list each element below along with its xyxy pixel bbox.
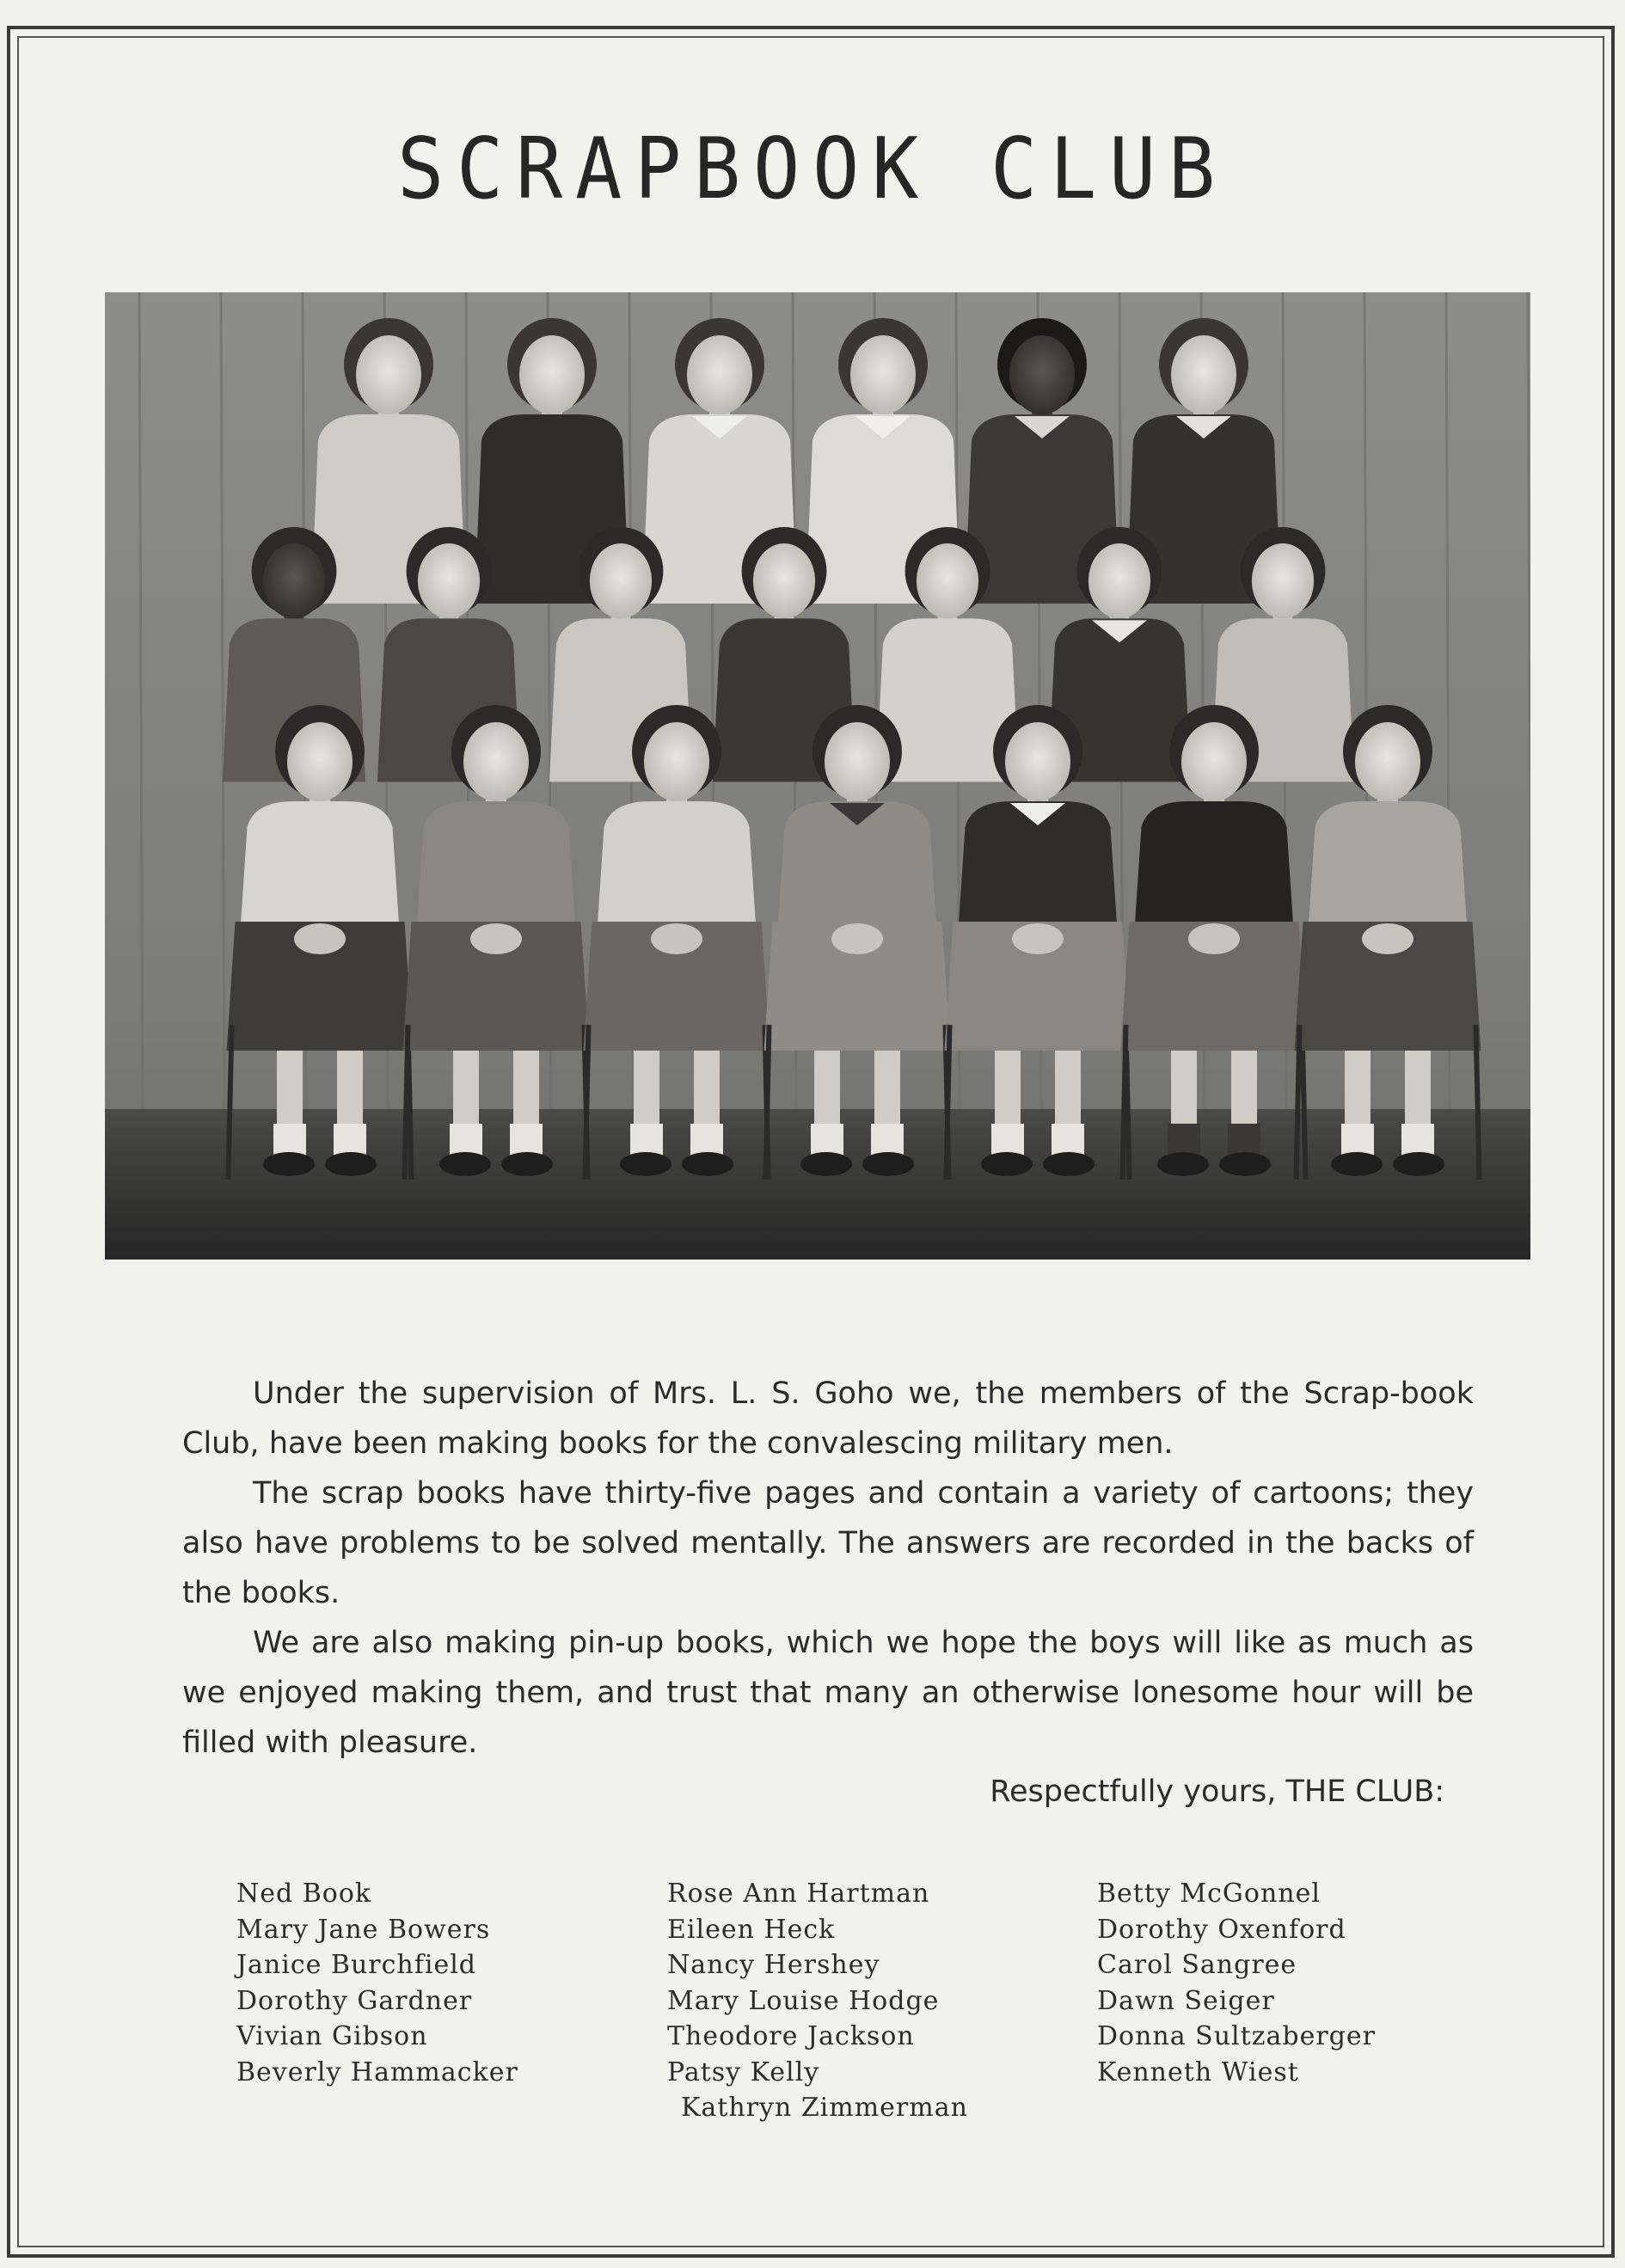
shoe [1331, 1152, 1383, 1176]
member-name: Kathryn Zimmerman [681, 2093, 968, 2123]
hands [1362, 923, 1413, 954]
member-name: Janice Burchfield [236, 1950, 477, 1980]
paragraph: We are also making pin-up books, which we hope the boys will like as much as we enjoyed making them, and trust that many an otherwise lonesome hour will be filled with pleasure. [182, 1626, 1474, 1760]
member-name: Betty McGonnel [1097, 1879, 1321, 1909]
member-name: Beverly Hammacker [236, 2057, 518, 2087]
member-name: Theodore Jackson [667, 2021, 915, 2051]
member-list-column-2 [667, 1876, 968, 2126]
face [519, 335, 585, 414]
shoe [862, 1152, 914, 1176]
paragraph: Under the supervision of Mrs. L. S. Goho we, the members of the Scrap-book Club, have been making books for the convalescing military men. [182, 1376, 1474, 1461]
member-name: Dorothy Oxenford [1097, 1914, 1346, 1945]
torso [1309, 801, 1468, 930]
face [1355, 722, 1420, 801]
member-name: Ned Book [236, 1879, 372, 1909]
face [1088, 543, 1150, 618]
face [1009, 335, 1075, 414]
hands [651, 923, 702, 954]
member-list-column-3 [1097, 1876, 1376, 2090]
member-name: Rose Ann Hartman [667, 1879, 930, 1909]
member-name: Vivian Gibson [236, 2021, 428, 2051]
member-name: Eileen Heck [667, 1914, 836, 1945]
chair-leg [947, 1025, 950, 1180]
shoe [981, 1152, 1033, 1176]
shoe [1043, 1152, 1095, 1176]
chair-leg [1123, 1025, 1126, 1180]
shoe [325, 1152, 377, 1176]
member-name: Mary Jane Bowers [236, 1914, 491, 1945]
face [1252, 543, 1314, 618]
shoe [1157, 1152, 1209, 1176]
face [356, 335, 421, 414]
torso [417, 801, 576, 930]
face [1181, 722, 1247, 801]
face [590, 543, 652, 618]
chair-leg [766, 1025, 770, 1180]
shoe [620, 1152, 671, 1176]
group-photo [105, 292, 1530, 1260]
face [463, 722, 529, 801]
face [263, 543, 325, 618]
member-name: Nancy Hershey [667, 1950, 880, 1980]
member-list-column-1 [236, 1876, 518, 2090]
hands [470, 923, 522, 954]
signoff: Respectfully yours, THE CLUB: [990, 1775, 1444, 1809]
chair-leg [405, 1025, 408, 1180]
hands [1012, 923, 1064, 954]
face [850, 335, 916, 414]
chair-leg [586, 1025, 589, 1180]
member-name: Mary Louise Hodge [667, 1985, 940, 2016]
face [917, 543, 978, 618]
hands [1188, 923, 1240, 954]
member-name: Dorothy Gardner [236, 1985, 473, 2016]
face [287, 722, 353, 801]
shoe [1219, 1152, 1271, 1176]
face [753, 543, 815, 618]
shoe [1393, 1152, 1444, 1176]
face [1005, 722, 1070, 801]
chair-leg [1297, 1025, 1300, 1180]
hands [294, 923, 346, 954]
member-name: Kenneth Wiest [1097, 2057, 1299, 2087]
shoe [501, 1152, 553, 1176]
hands [831, 923, 883, 954]
member-name: Donna Sultzaberger [1097, 2021, 1376, 2051]
face [825, 722, 890, 801]
face [1171, 335, 1236, 414]
torso [598, 801, 757, 930]
shoe [800, 1152, 852, 1176]
paragraph: The scrap books have thirty-five pages and contain a variety of cartoons; they also have problems to be solved mentally. The answers are recorded in the backs of the books. [182, 1476, 1474, 1610]
group-photo-illustration [105, 292, 1530, 1260]
shoe [682, 1152, 733, 1176]
shoe [263, 1152, 315, 1176]
face [644, 722, 709, 801]
page-title: SCRAPBOOK CLUB [396, 120, 1228, 218]
chair-leg [1476, 1025, 1480, 1180]
member-name: Carol Sangree [1097, 1950, 1297, 1980]
torso [241, 801, 400, 930]
face [687, 335, 752, 414]
face [418, 543, 480, 618]
body-text [182, 1369, 1474, 1768]
member-name: Dawn Seiger [1097, 1985, 1275, 2016]
torso [1135, 801, 1294, 930]
shoe [439, 1152, 491, 1176]
chair-leg [229, 1025, 232, 1180]
member-name: Patsy Kelly [667, 2057, 820, 2087]
